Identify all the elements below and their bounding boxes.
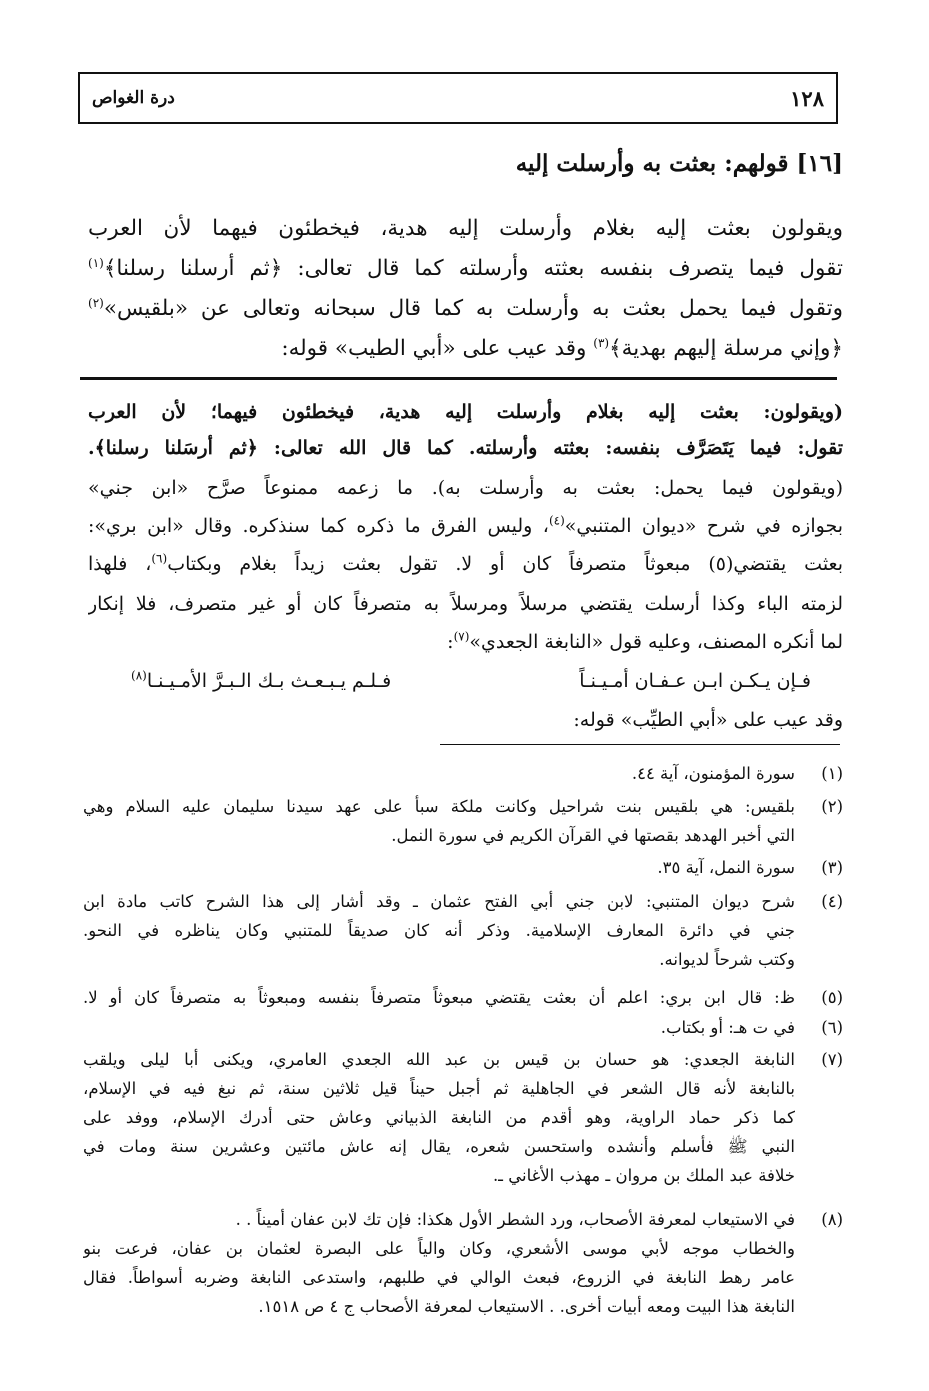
section-divider (80, 377, 837, 380)
footnote-line: شرح ديوان المتنبي: لابن جني أبي الفتح عثمان ـ وقد أشار إلى هذا الشرح كاتب مادة ابن (83, 892, 795, 911)
footnote-marker: (٧) (453, 629, 470, 644)
footnote-body (83, 792, 795, 850)
footnote-body (83, 1045, 795, 1190)
footnote-marker: (٢) (88, 295, 104, 310)
main-text-line (88, 289, 843, 329)
footnote-line: سورة المؤمنون، آية ٤٤. (631, 764, 795, 783)
footnote-line: بلقيس: هي بلقيس بنت شراحيل وكانت ملكة سبأ على عهد سيدنا سليمان عليه السلام وهي (83, 797, 795, 816)
footnote-marker: (٣) (593, 335, 610, 350)
footnote-line: التي أخبر الهدهد بقصتها في القرآن الكريم في سورة النمل. (391, 826, 795, 845)
footnote-line: كما ذكر حماد الراوية، وهو أقدم من النابغة الذبياني وعاش حتى أدرك الإسلام، ووفد على (83, 1108, 795, 1127)
footnote-separator (440, 744, 840, 745)
footnote-number: (٢) (821, 797, 843, 816)
commentary-line: (ويقولون فيما يحمل: بعثت به وأرسلت به). ما زعمه ممنوعاً صرَّح «ابن جني» (88, 477, 843, 499)
page-number: ١٢٨ (790, 86, 824, 111)
main-text-line (88, 249, 843, 289)
running-header (78, 72, 838, 124)
entry-title: [١٦] قولهم: بعثت به وأرسلت إليه (515, 150, 843, 177)
footnote-line: سورة النمل، آية ٣٥. (657, 858, 795, 877)
commentary-line: بعثت يقتضي(٥) مبعوثاً متصرفاً كان أو لا. تقول بعثت زيداً بغلام وبكتاب$^{(٦)}$، فلهذا (88, 551, 843, 575)
commentary-line: تقول: فيما يَتَصَرَّف بنفسه: بعثته وأرسلته. كما قال الله تعالى: ﴿ثم أرسَلنا رسلنا﴾. (88, 437, 843, 459)
footnote-line: النابغة هذا البيت ومعه أبيات أخرى. . الاستيعاب لمعرفة الأصحاب ج ٤ ص ١٥١٨. (258, 1297, 795, 1316)
footnote-body (83, 759, 795, 788)
footnote-line: بالنابغة لأنه قال الشعر في الجاهلية ثم أجبل حيناً قيل ثلاثين سنة، ثم نبغ فيه في الإسلام، (83, 1079, 795, 1098)
footnote-number: (٤) (821, 892, 843, 911)
footnote-marker: (٤) (548, 513, 565, 528)
footnote-marker: (٨) (131, 668, 147, 683)
footnote-body (83, 983, 795, 1012)
commentary-line: لزمته الباء وكذا أرسلت يقتضي مرسلاً ومرسلاً به متصرفاً كان أو غير متصرف، فلا إنكار (88, 593, 843, 615)
main-text-span: وتقول فيما يحمل بعثت به وأرسلت به كما قال سبحانه وتعالى عن «بلقيس» (103, 296, 843, 321)
footnote-number: (٨) (821, 1210, 843, 1229)
commentary-line: (ويقولون: بعثت إليه بغلام وأرسلت إليه هدية، فيخطئون فيهما؛ لأن العرب (88, 401, 843, 423)
footnote-line: جني في دائرة المعارف الإسلامية. وذكر أنه كان صديقاً للمتنبي وكان يناظره في النحو. (83, 921, 795, 940)
commentary-line: وقد عيب على «أبي الطيِّب» قوله: (573, 709, 843, 731)
main-text-span: ﴿وإني مرسلة إليهم بهدية﴾$^{(٣)}$ وقد عيب على «أبي الطيب» قوله: (281, 335, 843, 361)
footnote-number: (٥) (821, 988, 843, 1007)
footnote-marker: (٦) (151, 551, 168, 566)
commentary-line: لما أنكره المصنف، وعليه قول «النابغة الجعدي»$^{(٧)}$: (447, 629, 843, 653)
footnote-line: والخطاب موجه لأبي موسى الأشعري، وكان والياً على البصرة لعثمان بن عفان، فرعت بنو (83, 1239, 795, 1258)
main-text-line (88, 329, 843, 369)
verse-second-hemistich: فـلـم يـبـعـث بـك الـبـرَّ الأمـيـنـا$^{(٨)}$ (131, 668, 392, 692)
footnote-line: ظ: قال ابن بري: اعلم أن بعثت يقتضي مبعوثاً متصرفاً بنفسه ومبعوثاً به متصرفاً كان أو لا. (83, 988, 795, 1007)
footnote-number: (٦) (821, 1018, 843, 1037)
footnote-number: (٣) (821, 858, 843, 877)
footnote-number: (١) (821, 764, 843, 783)
main-text-span: تقول فيما يتصرف بنفسه بعثته وأرسلته كما قال تعالى: ﴿ثم أرسلنا رسلنا﴾ (103, 256, 843, 281)
poetry-verse (131, 663, 811, 699)
footnote-line: النبي ﷺ فأسلم وأنشده واستحسن شعره، يقال إنه عاش مائتين وعشرين سنة ومات في (83, 1137, 795, 1156)
main-text-span: ويقولون بعثت إليه بغلام وأرسلت إليه هدية، فيخطئون فيهما لأن العرب (88, 216, 843, 241)
footnote-line: وكتب شرحاً لديوانه. (659, 950, 795, 969)
footnote-marker: (١) (88, 255, 104, 270)
footnote-line: في الاستيعاب لمعرفة الأصحاب، ورد الشطر الأول هكذا: فإن تك لابن عفان أميناً . . (235, 1210, 795, 1229)
footnote-line: النابغة الجعدي: هو حسان بن قيس بن عبد الله الجعدي العامري، ويكنى أبا ليلى ويلقب (83, 1050, 795, 1069)
book-title: درة الغواص (92, 88, 175, 108)
main-text-line (88, 209, 843, 249)
footnote-line: عامر رهط النابغة في الزروع، فبعث الوالي في طلبهم، واستدعى النابغة وضربه أسواطاً. فقال (83, 1268, 795, 1287)
verse-first-hemistich: فـإن يـكـن ابـن عـفـان أمـيـنـاً (579, 670, 811, 692)
commentary-line: بجوازه في شرح «ديوان المتنبي»$^{(٤)}$، وليس الفرق ما ذكره كما سنذكره. وقال «ابن بري»: (88, 513, 843, 537)
footnote-number: (٧) (821, 1050, 843, 1069)
footnote-body (83, 1013, 795, 1042)
footnote-body (83, 887, 795, 974)
footnote-body (83, 1205, 795, 1321)
footnote-line: في ت هـ: أو بكتاب. (660, 1018, 795, 1037)
footnote-line: خلافة عبد الملك بن مروان ـ مهذب الأغاني ـ. (492, 1166, 795, 1185)
footnote-body (83, 853, 795, 882)
